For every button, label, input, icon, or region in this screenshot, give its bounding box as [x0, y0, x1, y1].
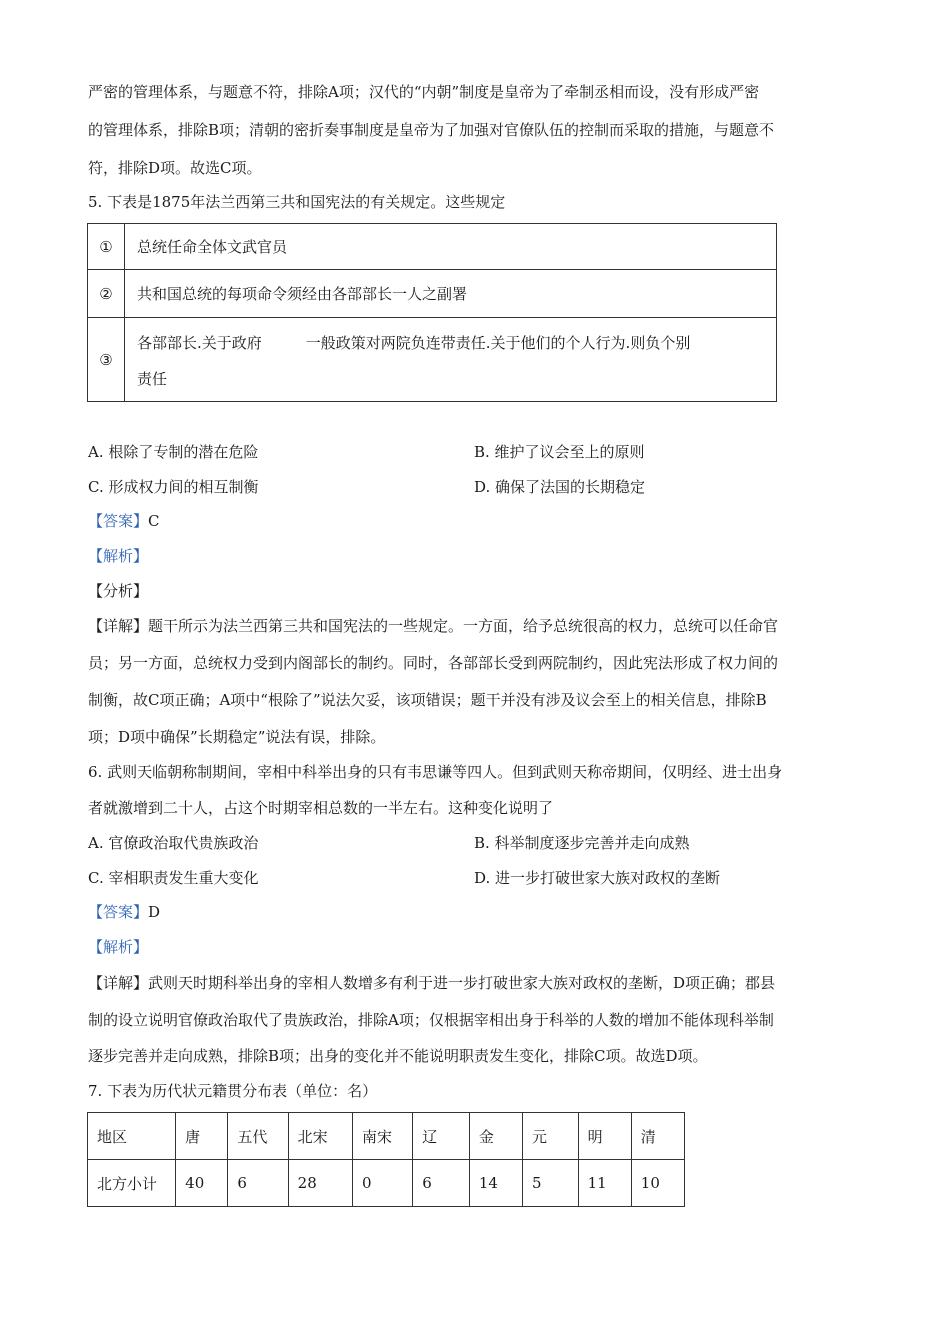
- q6-option-a: A. 官僚政治取代贵族政治: [88, 834, 259, 852]
- row-text: 共和国总统的每项命令须经由各部部长一人之副署: [125, 270, 777, 318]
- table-row: [88, 270, 777, 318]
- q5-detail-line-1: [88, 616, 778, 636]
- row-text-part-a: 各部部长.关于政府: [137, 333, 262, 352]
- q5-detail-line-2: 员；另一方面，总统权力受到内阁部长的制约。同时，各部部长受到两院制约，因此宪法形成了权力间的: [88, 654, 779, 672]
- row-text-multiline: [125, 318, 777, 402]
- q5-option-b: B. 维护了议会至上的原则: [474, 443, 645, 461]
- q5-option-c: C. 形成权力间的相互制衡: [88, 478, 259, 496]
- table-header-cell: 地区: [88, 1113, 176, 1160]
- detail-text: 武则天时期科举出身的宰相人数增多有利于进一步打破世家大族对政权的垄断，D项正确；郡县: [148, 974, 776, 992]
- q5-fenxi-tag: 【分析】: [88, 582, 149, 600]
- q5-option-a: A. 根除了专制的潜在危险: [88, 443, 259, 461]
- table-header-cell: 北宋: [288, 1113, 352, 1160]
- row-text: 总统任命全体文武官员: [125, 224, 777, 270]
- table-row: [88, 224, 777, 270]
- q6-stem-line-2: 者就激增到二十人，占这个时期宰相总数的一半左右。这种变化说明了: [88, 799, 554, 817]
- table-header-cell: 金: [469, 1113, 522, 1160]
- table-cell: 6: [228, 1160, 288, 1207]
- table-header-cell: 元: [523, 1113, 579, 1160]
- q6-detail-line-2: 制的设立说明官僚政治取代了贵族政治，排除A项；仅根据宰相出身于科举的人数的增加不能体现科举制: [88, 1011, 774, 1029]
- q7-table: [87, 1112, 685, 1207]
- q5-table: [87, 223, 777, 402]
- table-cell: 28: [288, 1160, 352, 1207]
- q5-detail-line-4: 项；D项中确保”长期稳定”说法有误，排除。: [88, 728, 386, 746]
- table-row: [88, 318, 777, 402]
- table-header-row: [88, 1113, 685, 1160]
- row-text-part-c: 责任: [137, 369, 168, 388]
- q6-detail-line-3: 逐步完善并走向成熟，排除B项；出身的变化并不能说明职责发生变化，排除C项。故选D项。: [88, 1047, 708, 1065]
- table-cell: 北方小计: [88, 1160, 176, 1207]
- table-cell: 0: [352, 1160, 412, 1207]
- intro-line-3: 符，排除D项。故选C项。: [88, 159, 262, 177]
- detail-tag: 【详解】: [88, 617, 149, 635]
- answer-value: C: [148, 512, 160, 530]
- q6-analysis-tag: 【解析】: [88, 938, 149, 956]
- row-text-part-b: 一般政策对两院负连带责任.关于他们的个人行为.则负个别: [305, 333, 691, 352]
- table-header-cell: 五代: [228, 1113, 288, 1160]
- table-header-cell: 唐: [176, 1113, 228, 1160]
- table-cell: 10: [631, 1160, 684, 1207]
- q5-answer: [88, 511, 160, 531]
- table-header-cell: 明: [578, 1113, 631, 1160]
- answer-tag: 【答案】: [88, 903, 149, 921]
- intro-line-1: 严密的管理体系，与题意不符，排除A项；汉代的“内朝”制度是皇帝为了牵制丞相而设，没有形成严密: [88, 83, 760, 101]
- row-number: ②: [88, 270, 125, 318]
- q5-analysis-tag: 【解析】: [88, 547, 149, 565]
- detail-tag: 【详解】: [88, 974, 149, 992]
- q6-answer: [88, 902, 160, 922]
- answer-value: D: [148, 903, 161, 921]
- table-header-cell: 南宋: [352, 1113, 412, 1160]
- detail-text: 题干所示为法兰西第三共和国宪法的一些规定。一方面，给予总统很高的权力，总统可以任命官: [148, 617, 779, 635]
- q6-option-c: C. 宰相职责发生重大变化: [88, 869, 259, 887]
- table-cell: 5: [523, 1160, 579, 1207]
- intro-line-2: 的管理体系，排除B项；清朝的密折奏事制度是皇帝为了加强对官僚队伍的控制而采取的措施，与题意不: [88, 121, 775, 139]
- table-cell: 14: [469, 1160, 522, 1207]
- q5-stem: 5. 下表是1875年法兰西第三共和国宪法的有关规定。这些规定: [88, 193, 506, 211]
- table-row: [88, 1160, 685, 1207]
- q5-option-d: D. 确保了法国的长期稳定: [474, 478, 646, 496]
- table-cell: 40: [176, 1160, 228, 1207]
- q6-stem-line-1: 6. 武则天临朝称制期间，宰相中科举出身的只有韦思谦等四人。但到武则天称帝期间，仅明经、进士出身: [88, 763, 783, 781]
- table-cell: 11: [578, 1160, 631, 1207]
- answer-tag: 【答案】: [88, 512, 149, 530]
- q7-stem: 7. 下表为历代状元籍贯分布表（单位：名）: [88, 1082, 378, 1100]
- table-cell: 6: [413, 1160, 470, 1207]
- table-header-cell: 清: [631, 1113, 684, 1160]
- row-number: ③: [88, 318, 125, 402]
- q6-detail-line-1: [88, 973, 775, 993]
- table-header-cell: 辽: [413, 1113, 470, 1160]
- row-number: ①: [88, 224, 125, 270]
- q6-option-d: D. 进一步打破世家大族对政权的垄断: [474, 869, 721, 887]
- q5-detail-line-3: 制衡，故C项正确；A项中“根除了”说法欠妥，该项错误；题干并没有涉及议会至上的相关信息，排除B: [88, 691, 767, 709]
- q6-option-b: B. 科举制度逐步完善并走向成熟: [474, 834, 690, 852]
